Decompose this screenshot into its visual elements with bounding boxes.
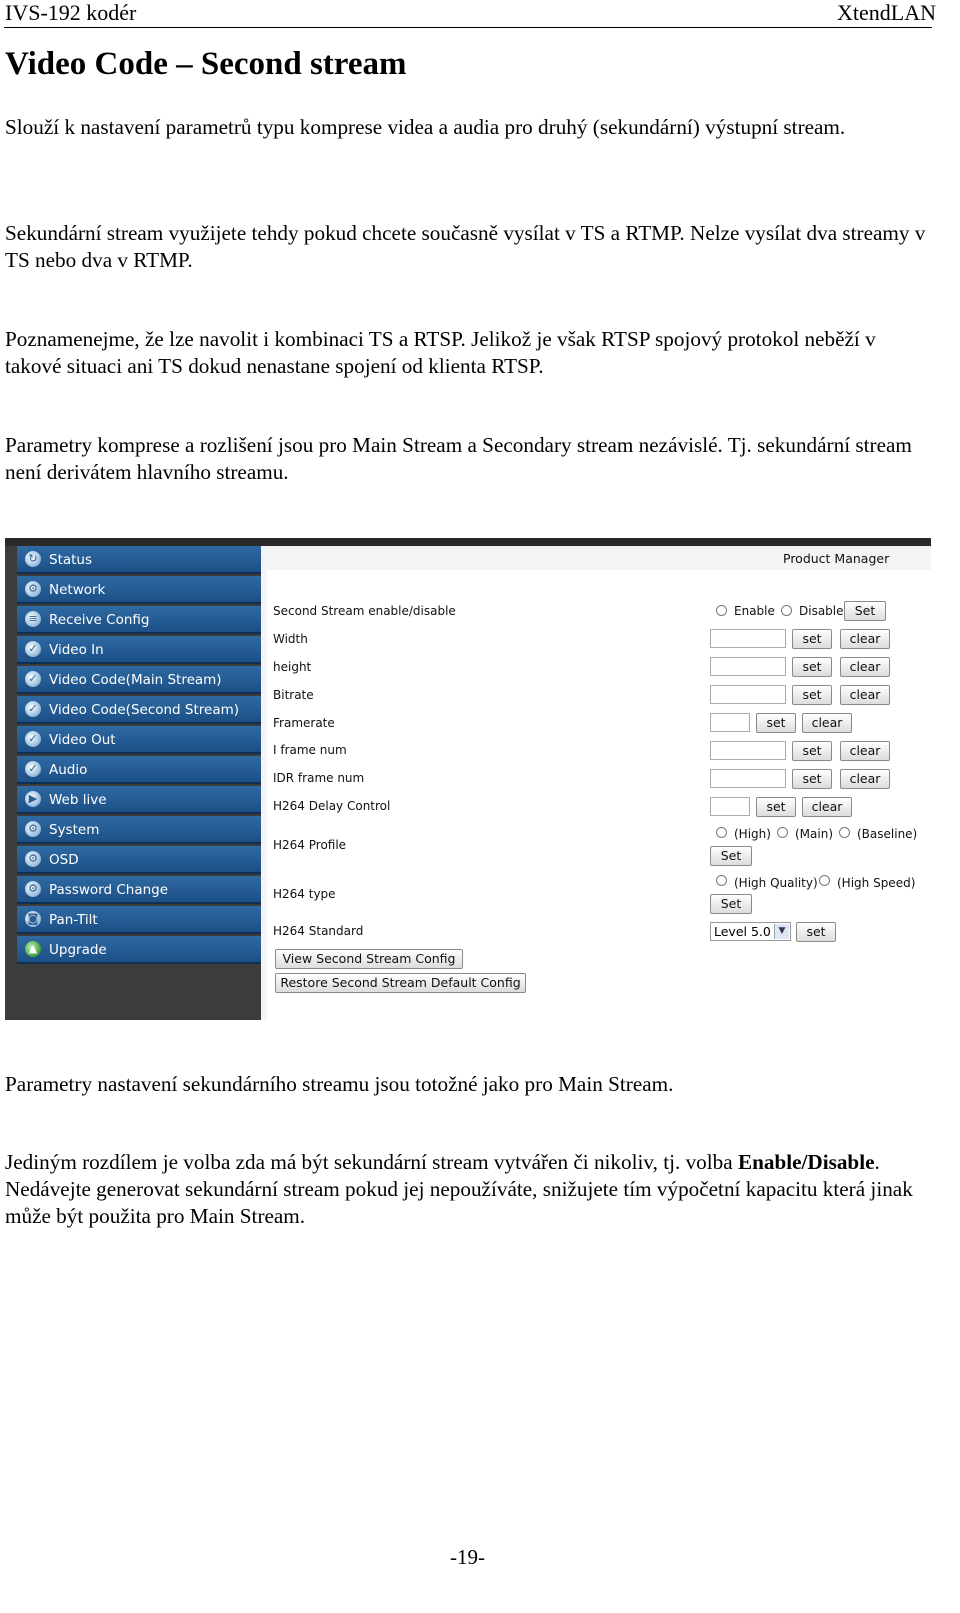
bitrate-clear-button[interactable]: clear <box>840 685 890 705</box>
gear-icon: ⚙ <box>25 851 41 867</box>
gear-icon: ⚙ <box>25 821 41 837</box>
label-standard: H264 Standard <box>273 924 364 938</box>
label-idr: IDR frame num <box>273 771 365 785</box>
bitrate-input[interactable] <box>710 685 786 704</box>
type-high-quality-radio[interactable] <box>716 875 727 886</box>
sidebar-item-system[interactable] <box>17 816 261 844</box>
label-profile: H264 Profile <box>273 838 347 852</box>
label-framerate: Framerate <box>273 716 335 730</box>
receive-config-icon: ≡ <box>25 611 41 627</box>
screenshot-top-bar <box>5 538 931 546</box>
label-width: Width <box>273 632 308 646</box>
label-iframe: I frame num <box>273 743 347 757</box>
network-icon: ⚙ <box>25 581 41 597</box>
paragraph-same-params: Parametry nastavení sekundárního streamu jsou totožné jako pro Main Stream. <box>5 1072 674 1096</box>
web-ui-screenshot <box>5 538 931 1020</box>
idr-clear-button[interactable]: clear <box>840 769 890 789</box>
restore-default-button[interactable]: Restore Second Stream Default Config <box>275 973 526 993</box>
paragraph-rtsp-note: Poznamenejme, že lze navolit i kombinaci TS a RTSP. Jelikož je však RTSP spojový protokol neběží v takové situaci ani TS dokud nenastane spojení od klienta RTSP. <box>5 327 876 378</box>
page-title: Video Code – Second stream <box>5 46 407 82</box>
header-divider <box>4 27 932 28</box>
profile-main-label: (Main) <box>795 827 834 841</box>
paragraph-independence: Parametry komprese a rozlišení jsou pro Main Stream a Secondary stream nezávislé. Tj. sekundární stream není derivátem hlavního streamu. <box>5 433 912 484</box>
sidebar-item-video-in[interactable] <box>17 636 261 664</box>
upgrade-icon: ▲ <box>25 941 41 957</box>
sidebar-item-password-change[interactable] <box>17 876 261 904</box>
type-high-quality-label: (High Quality) <box>734 876 818 890</box>
sidebar-item-label: Video Out <box>49 732 116 748</box>
sidebar-item-network[interactable] <box>17 576 261 604</box>
sidebar-item-status[interactable] <box>17 546 261 574</box>
standard-set-button[interactable]: set <box>796 922 836 942</box>
chevron-down-icon: ▼ <box>774 924 789 939</box>
sidebar-item-label: Video Code(Second Stream) <box>49 702 240 718</box>
delay-input[interactable] <box>710 797 750 816</box>
sidebar-item-label: Video Code(Main Stream) <box>49 672 222 688</box>
sidebar-item-label: Video In <box>49 642 104 658</box>
sidebar-item-label: OSD <box>49 852 79 868</box>
label-second-stream: Second Stream enable/disable <box>273 604 456 618</box>
disable-radio[interactable] <box>781 605 792 616</box>
idr-set-button[interactable]: set <box>792 769 832 789</box>
height-set-button[interactable]: set <box>792 657 832 677</box>
check-icon: ✓ <box>25 671 41 687</box>
sidebar-item-web-live[interactable] <box>17 786 261 814</box>
stream-enable-set-button[interactable]: Set <box>844 601 886 621</box>
profile-main-radio[interactable] <box>777 827 788 838</box>
framerate-clear-button[interactable]: clear <box>802 713 852 733</box>
sidebar-item-label: Network <box>49 582 106 598</box>
profile-high-label: (High) <box>734 827 771 841</box>
type-high-speed-label: (High Speed) <box>837 876 916 890</box>
page-number: -19- <box>450 1545 485 1569</box>
sidebar-item-audio[interactable] <box>17 756 261 784</box>
bitrate-set-button[interactable]: set <box>792 685 832 705</box>
width-clear-button[interactable]: clear <box>840 629 890 649</box>
iframe-clear-button[interactable]: clear <box>840 741 890 761</box>
sidebar-item-label: Status <box>49 552 93 568</box>
delay-clear-button[interactable]: clear <box>802 797 852 817</box>
width-input[interactable] <box>710 629 786 648</box>
header-document-title: IVS-192 kodér <box>5 0 137 25</box>
sidebar-item-upgrade[interactable] <box>17 936 261 964</box>
gear-icon: ⚙ <box>25 881 41 897</box>
sidebar-item-video-code-second[interactable] <box>17 696 261 724</box>
check-icon: ✓ <box>25 701 41 717</box>
label-height: height <box>273 660 312 674</box>
paragraph-difference-start: Jediným rozdílem je volba zda má být sekundární stream vytvářen či nikoliv, tj. volba <box>5 1150 738 1174</box>
sidebar-item-label: Audio <box>49 762 88 778</box>
sidebar-item-label: Upgrade <box>49 942 107 958</box>
level-select-value: Level 5.0 <box>714 924 771 939</box>
type-set-button[interactable]: Set <box>710 894 752 914</box>
idr-input[interactable] <box>710 769 786 788</box>
height-input[interactable] <box>710 657 786 676</box>
enable-label: Enable <box>734 604 775 618</box>
type-high-speed-radio[interactable] <box>819 875 830 886</box>
paragraph-intro: Slouží k nastavení parametrů typu komprese videa a audia pro druhý (sekundární) výstupní stream. <box>5 115 846 139</box>
sidebar-item-label: System <box>49 822 100 838</box>
sidebar-item-label: Pan-Tilt <box>49 912 98 928</box>
iframe-input[interactable] <box>710 741 786 760</box>
sidebar-item-label: Receive Config <box>49 612 150 628</box>
sidebar-item-osd[interactable] <box>17 846 261 874</box>
enable-radio[interactable] <box>716 605 727 616</box>
check-icon: ✓ <box>25 761 41 777</box>
framerate-set-button[interactable]: set <box>756 713 796 733</box>
label-type: H264 type <box>273 887 336 901</box>
view-config-button[interactable]: View Second Stream Config <box>275 949 463 969</box>
check-icon: ✓ <box>25 641 41 657</box>
paragraph-difference-end: . Nedávejte generovat sekundární stream pokud jej nepoužíváte, snižujete tím výpočetní kapacitu která jinak může být použita pro Main Stream. <box>5 1150 913 1228</box>
profile-set-button[interactable]: Set <box>710 846 752 866</box>
sidebar-menu <box>17 546 261 1012</box>
sidebar-item-video-code-main[interactable] <box>17 666 261 694</box>
sidebar-item-pan-tilt[interactable] <box>17 906 261 934</box>
sidebar-item-label: Web live <box>49 792 107 808</box>
iframe-set-button[interactable]: set <box>792 741 832 761</box>
level-select[interactable] <box>710 922 791 941</box>
enable-disable-emphasis: Enable/Disable <box>737 1150 875 1174</box>
header-company: XtendLAN <box>837 0 936 25</box>
profile-baseline-label: (Baseline) <box>857 827 918 841</box>
refresh-icon: ↻ <box>25 551 41 567</box>
sidebar-item-video-out[interactable] <box>17 726 261 754</box>
product-manager-label: Product Manager <box>783 551 890 566</box>
label-bitrate: Bitrate <box>273 688 314 702</box>
paragraph-usage: Sekundární stream využijete tehdy pokud chcete současně vysílat v TS a RTMP. Nelze vysílat dva streamy v TS nebo dva v RTMP. <box>5 221 926 272</box>
sidebar-item-receive-config[interactable] <box>17 606 261 634</box>
height-clear-button[interactable]: clear <box>840 657 890 677</box>
camera-icon: ◙ <box>25 911 41 927</box>
framerate-input[interactable] <box>710 713 750 732</box>
disable-label: Disable <box>799 604 844 618</box>
profile-high-radio[interactable] <box>716 827 727 838</box>
profile-baseline-radio[interactable] <box>839 827 850 838</box>
paragraph-difference <box>5 1149 935 1230</box>
width-set-button[interactable]: set <box>792 629 832 649</box>
check-icon: ✓ <box>25 731 41 747</box>
delay-set-button[interactable]: set <box>756 797 796 817</box>
sidebar-item-label: Password Change <box>49 882 169 898</box>
play-icon: ▶ <box>25 791 41 807</box>
label-delay-control: H264 Delay Control <box>273 799 391 813</box>
